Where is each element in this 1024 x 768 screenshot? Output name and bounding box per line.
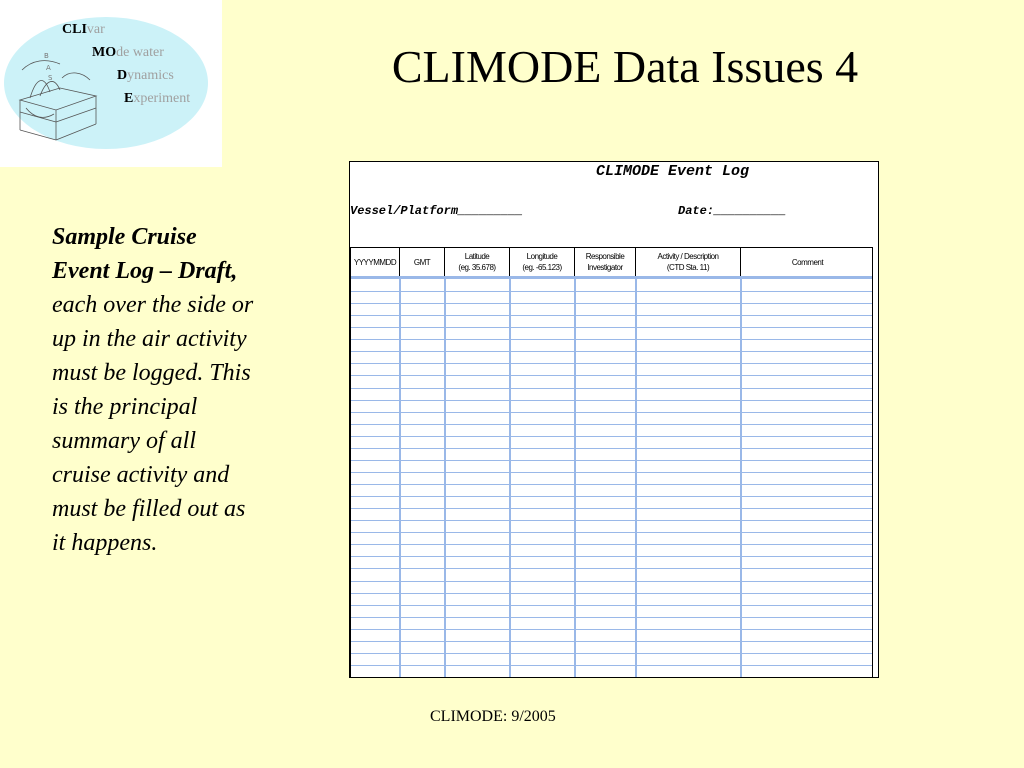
table-row xyxy=(351,327,872,328)
table-row xyxy=(351,532,872,533)
table-row xyxy=(351,581,872,582)
date-blank: __________ xyxy=(714,204,787,218)
header-separator xyxy=(351,276,872,279)
table-row xyxy=(351,629,872,630)
table-row xyxy=(351,351,872,352)
logo-line-experiment: Experiment xyxy=(124,91,191,106)
table-row xyxy=(351,593,872,594)
table-row xyxy=(351,424,872,425)
column-header-investigator: Responsible Investigator xyxy=(575,248,636,276)
svg-text:S: S xyxy=(48,74,53,82)
table-row xyxy=(351,400,872,401)
slide-title: CLIMODE Data Issues 4 xyxy=(391,41,859,92)
table-row xyxy=(351,520,872,521)
table-row xyxy=(351,303,872,304)
event-log-table xyxy=(350,247,873,678)
table-row xyxy=(351,605,872,606)
column-header-longitude: Longitude (eg. -65.123) xyxy=(510,248,575,276)
logo-line-dynamics: Dynamics xyxy=(117,68,174,83)
logo-line-clivar: CLIvar xyxy=(62,22,105,37)
form-title: CLIMODE Event Log xyxy=(595,163,750,180)
column-header-comment: Comment xyxy=(791,257,824,267)
slide-description xyxy=(52,220,257,560)
event-log-form xyxy=(349,161,879,678)
table-row xyxy=(351,544,872,545)
table-row xyxy=(351,375,872,376)
date-label: Date: xyxy=(678,204,715,218)
table-row xyxy=(351,315,872,316)
svg-text:A: A xyxy=(46,64,51,72)
table-row xyxy=(351,388,872,389)
table-row xyxy=(351,436,872,437)
climode-logo xyxy=(0,0,222,167)
table-row xyxy=(351,460,872,461)
table-row xyxy=(351,412,872,413)
table-row xyxy=(351,448,872,449)
date-field xyxy=(678,204,786,218)
svg-text:B: B xyxy=(44,52,49,60)
vessel-label: Vessel/Platform xyxy=(350,204,459,218)
table-row xyxy=(351,556,872,557)
vessel-platform-field xyxy=(350,204,523,218)
description-text: each over the side or up in the air activity must be logged. This is the principal summary of all cruise activity and must be filled out as it happens. xyxy=(52,292,254,556)
slide-footer: CLIMODE: 9/2005 xyxy=(430,708,556,725)
table-row xyxy=(351,653,872,654)
table-row xyxy=(351,496,872,497)
description-bold: Sample Cruise Event Log – Draft, xyxy=(52,224,238,284)
column-header-activity: Activity / Description (CTD Sta. 11) xyxy=(636,248,741,276)
table-row xyxy=(351,291,872,292)
table-row xyxy=(351,677,872,678)
table-row xyxy=(351,363,872,364)
table-row xyxy=(351,617,872,618)
table-row xyxy=(351,472,872,473)
column-header-latitude: Latitude (eg. 35.678) xyxy=(445,248,510,276)
table-row xyxy=(351,665,872,666)
table-row xyxy=(351,568,872,569)
logo-ellipse-graphic xyxy=(0,0,222,167)
table-row xyxy=(351,508,872,509)
column-header-gmt: GMT xyxy=(400,248,445,276)
table-row xyxy=(351,339,872,340)
table-row xyxy=(351,484,872,485)
column-header-date: YYYYMMDD xyxy=(351,248,400,276)
logo-line-mode-water: MOde water xyxy=(92,45,164,60)
table-row xyxy=(351,641,872,642)
vessel-blank: _________ xyxy=(458,204,523,218)
